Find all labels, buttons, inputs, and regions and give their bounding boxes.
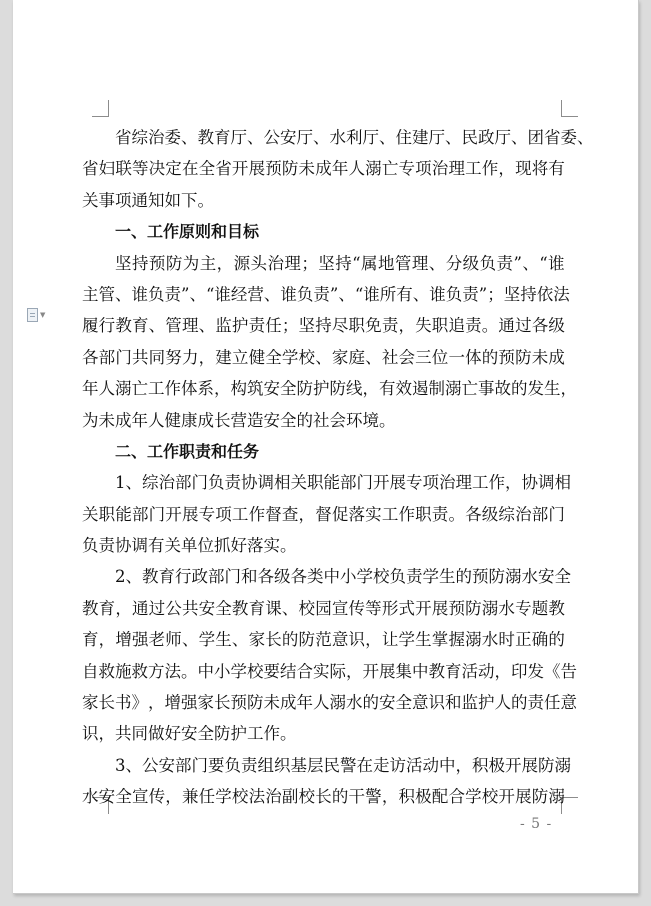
paragraph-line: 3 、 公 安 部 门 要 负 责 组 织 基 层 民 警 在 走 访 活 动 中 ， 积 极 开 展 防 溺 [115, 755, 571, 775]
paragraph-line: 2 、 教 育 行 政 部 门 和 各 级 各 类 中 小 学 校 负 责 学 生 的 预 防 溺 水 安 全 [115, 567, 571, 587]
section-heading: 二、工作职责和任务 [115, 441, 260, 461]
paragraph-line: 为未成年人健康成长营造安全的社会环境。 [82, 410, 396, 430]
paragraph-line: 教 育 ， 通 过 公 共 安 全 教 育 课 、 校 园 宣 传 等 形 式 开 展 预 防 溺 水 专 题 教 [82, 598, 565, 618]
section-heading: 一、工作原则和目标 [115, 222, 260, 242]
paragraph-line: 家 长 书 》 ， 增 强 家 长 预 防 未 成 年 人 溺 水 的 安 全 意 识 和 监 护 人 的 责 任 意 [82, 693, 577, 713]
paragraph-line: 省 妇 联 等 决 定 在 全 省 开 展 预 防 未 成 年 人 溺 亡 专 项 治 理 工 作 ， 现 将 有 [82, 159, 565, 179]
chevron-down-icon: ▼ [40, 311, 46, 319]
paragraph-line: 省 综 治 委 、 教 育 厅 、 公 安 厅 、 水 利 厅 、 住 建 厅 、 民 政 厅 、 团 省 委 、 [115, 128, 594, 147]
paragraph-layout-icon[interactable] [27, 307, 47, 323]
paragraph-line: 主 管 、 谁 负 责 ” 、 “ 谁 经 营 、 谁 负 责 ” 、 “ 谁 所 有 、 谁 负 责 ” ； 坚 持 依 法 [82, 284, 570, 304]
paragraph-line: 自 救 施 救 方 法 。 中 小 学 校 要 结 合 实 际 ， 开 展 集 中 教 育 活 动 ， 印 发 《 告 [82, 661, 577, 681]
paragraph-line: 年 人 溺 亡 工 作 体 系 ， 构 筑 安 全 防 护 防 线 ， 有 效 遏 制 溺 亡 事 故 的 发 生 ， [82, 379, 577, 399]
document-body [82, 122, 594, 813]
paragraph-line: 履 行 教 育 、 管 理 、 监 护 责 任 ； 坚 持 尽 职 免 责 ， 失 职 追 责 。 通 过 各 级 [82, 316, 565, 336]
margin-corner-top-right [561, 100, 578, 117]
paragraph-line: 各 部 门 共 同 努 力 ， 建 立 健 全 学 校 、 家 庭 、 社 会 三 位 一 体 的 预 防 未 成 [82, 347, 565, 367]
paragraph-line: 育 ， 增 强 老 师 、 学 生 、 家 长 的 防 范 意 识 ， 让 学 生 掌 握 溺 水 时 正 确 的 [82, 630, 565, 650]
paragraph-line: 关事项通知如下。 [82, 190, 214, 210]
paragraph-line: 识，共同做好安全防护工作。 [82, 724, 297, 744]
paragraph-line: 1 、 综 治 部 门 负 责 协 调 相 关 职 能 部 门 开 展 专 项 治 理 工 作 ， 协 调 相 [115, 473, 571, 493]
paragraph-line: 水 安 全 宣 传 ， 兼 任 学 校 法 治 副 校 长 的 干 警 ， 积 极 配 合 学 校 开 展 防 溺 [82, 787, 565, 807]
margin-corner-top-left [92, 100, 109, 117]
paragraph-line: 关 职 能 部 门 开 展 专 项 工 作 督 查 ， 督 促 落 实 工 作 职 责 。 各 级 综 治 部 门 [82, 504, 565, 524]
paragraph-line: 负责协调有关单位抓好落实。 [82, 536, 297, 556]
document-sheet-icon [27, 308, 38, 322]
paragraph-line: 坚 持 预 防 为 主 ， 源 头 治 理 ； 坚 持 “ 属 地 管 理 、 分 级 负 责 ” 、 “ 谁 [115, 253, 565, 273]
page-number: - 5 - [520, 816, 553, 832]
